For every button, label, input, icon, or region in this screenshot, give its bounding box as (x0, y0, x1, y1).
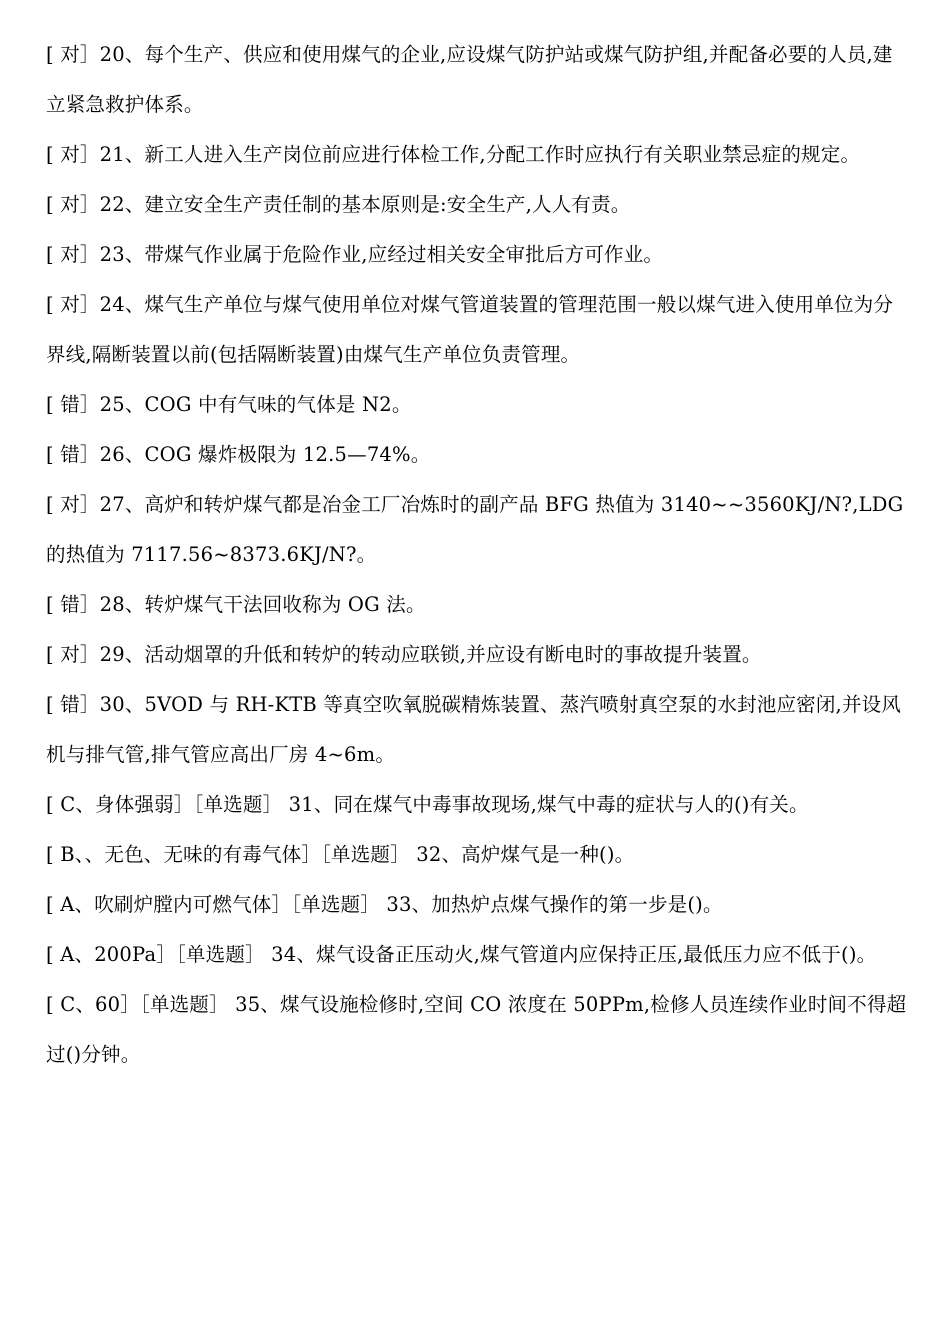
question-23: [ 对］23、带煤气作业属于危险作业,应经过相关安全审批后方可作业。 (46, 243, 664, 266)
question-24: [ 对］24、煤气生产单位与煤气使用单位对煤气管道装置的管理范围一般以煤气进入使用单位为分界线,隔断装置以前(包括隔断装置)由煤气生产单位负责管理。 (46, 293, 894, 366)
question-28: [ 错］28、转炉煤气干法回收称为 OG 法。 (46, 593, 426, 616)
question-25: [ 错］25、COG 中有气味的气体是 N2。 (46, 393, 412, 416)
question-32: [ B、、无色、无味的有毒气体］［单选题］ 32、高炉煤气是一种()。 (46, 843, 635, 866)
question-30: [ 错］30、5VOD 与 RH-KTB 等真空吹氧脱碳精炼装置、蒸汽喷射真空泵的水封池应密闭,并设风机与排气管,排气管应高出厂房 4~6m。 (46, 693, 902, 766)
question-29: [ 对］29、活动烟罩的升低和转炉的转动应联锁,并应设有断电时的事故提升装置。 (46, 643, 762, 666)
question-26: [ 错］26、COG 爆炸极限为 12.5—74%。 (46, 443, 431, 466)
question-33: [ A、吹刷炉膛内可燃气体］［单选题］ 33、加热炉点煤气操作的第一步是()。 (46, 893, 723, 916)
question-20: [ 对］20、每个生产、供应和使用煤气的企业,应设煤气防护站或煤气防护组,并配备必要的人员,建立紧急救护体系。 (46, 43, 893, 116)
question-31: [ C、身体强弱］［单选题］ 31、同在煤气中毒事故现场,煤气中毒的症状与人的()有关。 (46, 793, 809, 816)
question-34: [ A、200Pa］［单选题］ 34、煤气设备正压动火,煤气管道内应保持正压,最低压力应不低于()。 (46, 943, 877, 966)
question-27: [ 对］27、高炉和转炉煤气都是冶金工厂冶炼时的副产品 BFG 热值为 3140~~3560KJ/N?,LDG 的热值为 7117.56~8373.6KJ/N?。 (46, 493, 904, 566)
question-35: [ C、60］［单选题］ 35、煤气设施检修时,空间 CO 浓度在 50PPm,检修人员连续作业时间不得超过()分钟。 (46, 993, 907, 1066)
question-21: [ 对］21、新工人进入生产岗位前应进行体检工作,分配工作时应执行有关职业禁忌症的规定。 (46, 143, 861, 166)
question-list (46, 30, 908, 1080)
question-22: [ 对］22、建立安全生产责任制的基本原则是:安全生产,人人有责。 (46, 193, 631, 216)
